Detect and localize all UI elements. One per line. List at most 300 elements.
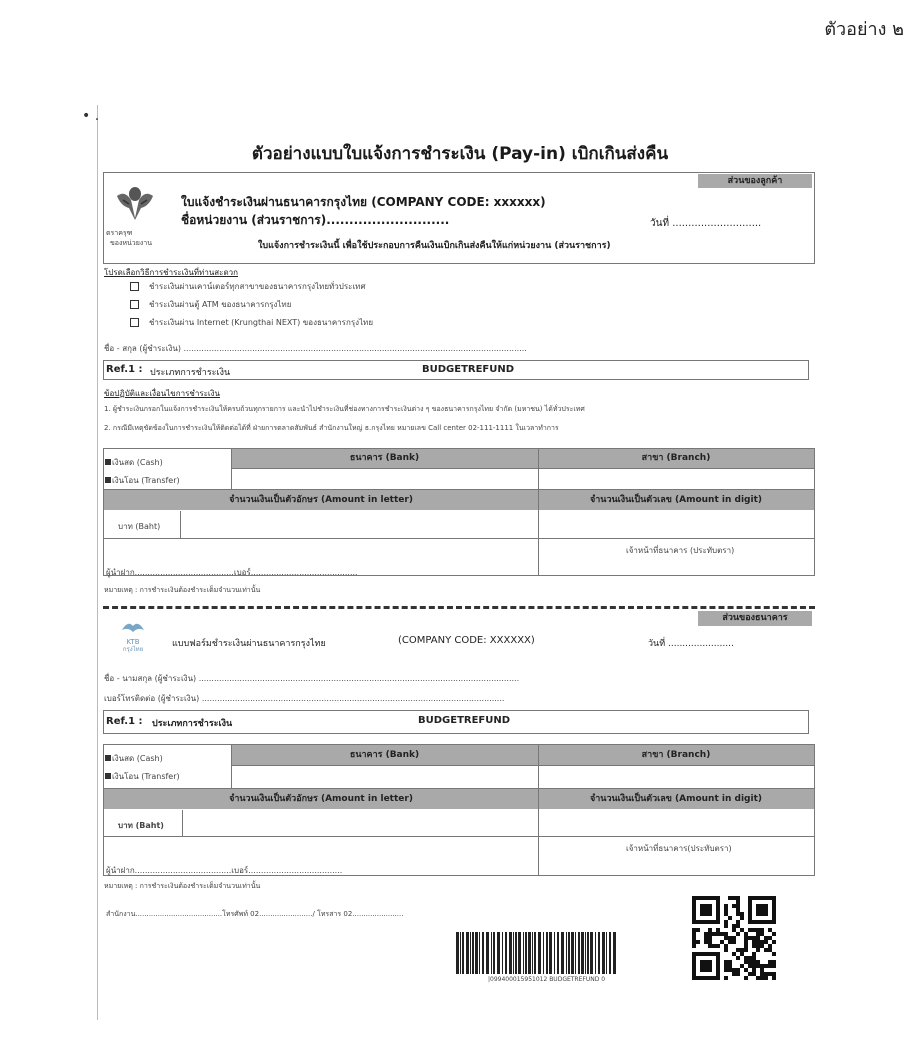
qr-module [772, 920, 776, 924]
qr-code [692, 896, 776, 980]
barcode-bar [598, 932, 600, 974]
channel-option[interactable] [130, 298, 291, 311]
qr-module [752, 952, 756, 956]
customer-branch-header: สาขา (Branch) [538, 449, 814, 468]
divider [104, 538, 814, 539]
qr-module [716, 932, 720, 936]
qr-module [772, 932, 776, 936]
qr-module [692, 920, 696, 924]
qr-module [752, 956, 756, 960]
barcode-bar [581, 932, 584, 974]
qr-module [700, 896, 704, 900]
barcode-bar [613, 932, 616, 974]
barcode-bar [482, 932, 484, 974]
channel-label: ชำระเงินผ่าน Internet (Krungthai NEXT) ของธนาคารกรุงไทย [149, 318, 373, 327]
barcode-bar [578, 932, 580, 974]
barcode-bar [475, 932, 478, 974]
qr-module [716, 964, 720, 968]
barcode-bar [456, 932, 459, 974]
barcode-bar [534, 932, 536, 974]
qr-module [772, 896, 776, 900]
qr-module [756, 904, 760, 908]
qr-module [760, 968, 764, 972]
barcode-bar [523, 932, 524, 974]
qr-module [764, 964, 768, 968]
barcode-bar [497, 932, 500, 974]
qr-module [732, 896, 736, 900]
qr-module [700, 912, 704, 916]
divider [231, 765, 814, 766]
qr-module [716, 896, 720, 900]
qr-module [744, 976, 748, 980]
qr-module [708, 976, 712, 980]
divider [231, 745, 232, 788]
qr-module [712, 920, 716, 924]
qr-module [704, 960, 708, 964]
bank-company-code: (COMPANY CODE: XXXXXX) [398, 635, 535, 646]
qr-module [700, 908, 704, 912]
qr-module [712, 932, 716, 936]
qr-module [692, 904, 696, 908]
qr-module [764, 896, 768, 900]
qr-module [756, 964, 760, 968]
qr-module [708, 920, 712, 924]
customer-amount-letter-header: จำนวนเงินเป็นตัวอักษร (Amount in letter) [104, 490, 538, 510]
qr-module [744, 932, 748, 936]
qr-module [748, 900, 752, 904]
qr-module [708, 928, 712, 932]
qr-module [736, 932, 740, 936]
cash-label: เงินสด (Cash) [112, 458, 163, 467]
barcode-bar [502, 932, 503, 974]
qr-module [724, 912, 728, 916]
barcode-bar [557, 932, 559, 974]
customer-payer-line[interactable]: ชื่อ - สกุล (ผู้ชำระเงิน) ....................................................................................................................................... [104, 344, 527, 353]
channel-label: ชำระเงินผ่านตู้ ATM ของธนาคารกรุงไทย [149, 300, 292, 309]
divider [538, 745, 539, 788]
qr-module [740, 916, 744, 920]
emblem-caption-1: ตราครุฑ [106, 229, 133, 237]
barcode-bar [493, 932, 495, 974]
qr-module [760, 912, 764, 916]
qr-module [744, 944, 748, 948]
qr-module [704, 964, 708, 968]
ktb-logo-text: KTB [126, 638, 140, 646]
barcode [456, 932, 620, 974]
qr-module [748, 896, 752, 900]
qr-module [768, 948, 772, 952]
qr-module [748, 972, 752, 976]
bank-ref-value: BUDGETREFUND [418, 715, 511, 726]
garuda-emblem-icon [113, 180, 157, 224]
qr-module [760, 908, 764, 912]
qr-module [752, 972, 756, 976]
qr-module [732, 924, 736, 928]
qr-module [692, 900, 696, 904]
qr-code-icon [692, 896, 776, 980]
qr-module [736, 904, 740, 908]
qr-module [736, 956, 740, 960]
qr-module [704, 968, 708, 972]
qr-module [756, 976, 760, 980]
qr-module [700, 904, 704, 908]
qr-module [724, 944, 728, 948]
bank-part-tag: ส่วนของธนาคาร [698, 611, 812, 626]
qr-module [724, 968, 728, 972]
qr-module [764, 920, 768, 924]
qr-module [732, 952, 736, 956]
qr-module [760, 896, 764, 900]
qr-module [768, 920, 772, 924]
barcode-bar [509, 932, 512, 974]
barcode-bar [561, 932, 564, 974]
qr-module [756, 948, 760, 952]
qr-module [752, 936, 756, 940]
cash-label: เงินสด (Cash) [112, 754, 163, 763]
qr-module [736, 920, 740, 924]
qr-module [692, 952, 696, 956]
qr-module [764, 976, 768, 980]
qr-module [732, 904, 736, 908]
barcode-bar [575, 932, 576, 974]
qr-module [704, 976, 708, 980]
qr-module [764, 948, 768, 952]
qr-module [692, 916, 696, 920]
qr-module [736, 896, 740, 900]
qr-module [708, 952, 712, 956]
qr-module [756, 928, 760, 932]
qr-module [712, 976, 716, 980]
customer-depositor-line[interactable]: ผู้นำฝาก.......................................เบอร์.......................................... [106, 568, 358, 577]
bank-baht-label: บาท (Baht) [118, 821, 164, 830]
qr-module [748, 956, 752, 960]
barcode-bar [585, 932, 586, 974]
checkbox[interactable] [105, 477, 111, 483]
barcode-bar [505, 932, 507, 974]
qr-module [756, 944, 760, 948]
qr-module [752, 960, 756, 964]
conditions-heading: ข้อปฏิบัติและเงื่อนไขการชำระเงิน [104, 389, 221, 398]
qr-module [744, 948, 748, 952]
qr-module [756, 908, 760, 912]
qr-module [716, 920, 720, 924]
qr-module [704, 936, 708, 940]
barcode-bar [460, 932, 461, 974]
barcode-bar [568, 932, 570, 974]
qr-module [772, 916, 776, 920]
customer-transfer-option[interactable] [105, 474, 180, 487]
qr-module [768, 896, 772, 900]
qr-module [752, 920, 756, 924]
qr-module [716, 944, 720, 948]
qr-module [764, 908, 768, 912]
qr-module [700, 952, 704, 956]
qr-module [760, 944, 764, 948]
qr-module [708, 964, 712, 968]
divider [538, 449, 539, 489]
bank-amount-letter-header: จำนวนเงินเป็นตัวอักษร (Amount in letter) [104, 789, 538, 809]
barcode-bar [546, 932, 548, 974]
qr-module [724, 920, 728, 924]
bank-cash-option[interactable] [105, 752, 163, 765]
qr-module [772, 952, 776, 956]
qr-module [744, 940, 748, 944]
channel-option[interactable] [130, 316, 373, 329]
qr-module [748, 916, 752, 920]
qr-module [708, 960, 712, 964]
bank-office-line: สำนักงาน.......................................โทรศัพท์ 02......................../ โทรสาร 02....................... [106, 910, 404, 918]
barcode-bar [606, 932, 607, 974]
qr-module [764, 904, 768, 908]
divider [104, 836, 814, 837]
qr-module [708, 904, 712, 908]
qr-module [728, 940, 732, 944]
qr-module [736, 912, 740, 916]
bank-phone-line[interactable]: เบอร์โทรติดต่อ (ผู้ชำระเงิน) ....................................................................................................................... [104, 694, 505, 703]
barcode-bar [595, 932, 596, 974]
customer-baht-label: บาท (Baht) [118, 522, 161, 531]
qr-module [704, 920, 708, 924]
qr-module [736, 924, 740, 928]
checkbox[interactable] [105, 773, 111, 779]
qr-module [740, 948, 744, 952]
qr-module [748, 904, 752, 908]
qr-module [732, 928, 736, 932]
qr-module [756, 940, 760, 944]
customer-ref-desc: ประเภทการชำระเงิน [150, 368, 231, 378]
qr-module [732, 940, 736, 944]
channel-option[interactable] [130, 280, 366, 293]
qr-module [716, 960, 720, 964]
qr-module [772, 904, 776, 908]
barcode-bar [609, 932, 611, 974]
condition-item: 1. ผู้ชำระเงินกรอกในแจ้งการชำระเงินให้ครบถ้วนทุกรายการ และนำไปชำระเงินที่ช่องทางการชำระเงินต่าง ๆ ของธนาคารกรุงไทย จำกัด (มหาชน) ได้ทั่วประเทศ [104, 405, 585, 413]
qr-module [728, 936, 732, 940]
qr-module [752, 964, 756, 968]
barcode-bar [543, 932, 544, 974]
qr-module [708, 932, 712, 936]
barcode-bar [590, 932, 593, 974]
qr-module [700, 920, 704, 924]
barcode-bar [549, 932, 552, 974]
qr-module [744, 968, 748, 972]
qr-module [692, 908, 696, 912]
qr-module [732, 936, 736, 940]
qr-module [772, 976, 776, 980]
qr-module [724, 976, 728, 980]
qr-module [716, 900, 720, 904]
barcode-bar [462, 932, 464, 974]
qr-module [720, 940, 724, 944]
qr-module [712, 944, 716, 948]
qr-module [724, 904, 728, 908]
qr-module [724, 908, 728, 912]
barcode-bar [554, 932, 555, 974]
barcode-bar [528, 932, 531, 974]
qr-module [712, 952, 716, 956]
customer-part-tag: ส่วนของลูกค้า [698, 174, 812, 188]
qr-module [704, 940, 708, 944]
qr-module [692, 956, 696, 960]
qr-module [692, 932, 696, 936]
qr-module [760, 972, 764, 976]
qr-module [760, 928, 764, 932]
checkbox[interactable] [130, 318, 139, 327]
customer-bank-header: ธนาคาร (Bank) [231, 449, 538, 468]
qr-module [704, 932, 708, 936]
qr-module [760, 940, 764, 944]
qr-module [696, 952, 700, 956]
qr-module [748, 936, 752, 940]
qr-module [700, 968, 704, 972]
qr-module [768, 936, 772, 940]
qr-module [716, 908, 720, 912]
barcode-bar [486, 932, 489, 974]
bank-remark: หมายเหตุ : การชำระเงินต้องชำระเต็มจำนวนเท่านั้น [104, 882, 261, 890]
customer-date-line: วันที่ ............................ [650, 218, 762, 229]
qr-module [756, 932, 760, 936]
qr-module [716, 904, 720, 908]
checkbox[interactable] [130, 282, 139, 291]
barcode-bar [587, 932, 589, 974]
qr-module [704, 912, 708, 916]
bank-header-line: แบบฟอร์มชำระเงินผ่านธนาคารกรุงไทย [172, 639, 326, 649]
page-label: ตัวอย่าง ๒ [824, 19, 904, 40]
qr-module [724, 936, 728, 940]
transfer-label: เงินโอน (Transfer) [112, 476, 180, 485]
qr-module [736, 908, 740, 912]
qr-module [772, 912, 776, 916]
qr-module [728, 968, 732, 972]
divider [182, 810, 183, 836]
qr-module [712, 896, 716, 900]
barcode-icon [456, 932, 620, 974]
qr-module [692, 928, 696, 932]
qr-module [716, 952, 720, 956]
qr-module [692, 912, 696, 916]
qr-module [760, 904, 764, 908]
qr-module [768, 960, 772, 964]
qr-module [772, 900, 776, 904]
channel-label: ชำระเงินผ่านเคาน์เตอร์ทุกสาขาของธนาคารกรุงไทยทั่วประเทศ [149, 282, 366, 291]
qr-module [700, 976, 704, 980]
qr-module [724, 924, 728, 928]
qr-module [768, 944, 772, 948]
qr-module [708, 896, 712, 900]
qr-module [708, 936, 712, 940]
qr-module [704, 908, 708, 912]
barcode-bar [525, 932, 527, 974]
qr-module [716, 912, 720, 916]
qr-module [692, 960, 696, 964]
checkbox[interactable] [105, 755, 111, 761]
ktb-logo-caption: กรุงไทย [122, 646, 144, 653]
qr-module [740, 928, 744, 932]
qr-module [744, 956, 748, 960]
ktb-logo [118, 618, 148, 658]
barcode-bar [513, 932, 514, 974]
qr-module [756, 936, 760, 940]
checkbox[interactable] [105, 459, 111, 465]
qr-module [752, 968, 756, 972]
condition-item: 2. กรณีมีเหตุขัดข้องในการชำระเงินให้ติดต่อได้ที่ ฝ่ายการตลาดสัมพันธ์ สำนักงานใหญ่ ธ.กรุงไทย หมายเลข Call center 02-111-1111 ในเวลาทำการ [104, 424, 559, 432]
qr-module [768, 928, 772, 932]
divider [231, 449, 232, 489]
divider [538, 789, 539, 875]
qr-module [728, 896, 732, 900]
bank-depositor-line[interactable]: ผู้นำฝาก......................................เบอร์..................................... [106, 866, 343, 875]
qr-module [732, 968, 736, 972]
channels-heading: โปรดเลือกวิธีการชำระเงินที่ท่านสะดวก [104, 268, 239, 277]
qr-module [716, 976, 720, 980]
qr-module [744, 936, 748, 940]
qr-module [696, 940, 700, 944]
qr-module [696, 896, 700, 900]
qr-module [728, 916, 732, 920]
qr-module [736, 900, 740, 904]
qr-module [736, 972, 740, 976]
customer-cash-option[interactable] [105, 456, 163, 469]
transfer-label: เงินโอน (Transfer) [112, 772, 180, 781]
barcode-bar [491, 932, 492, 974]
bank-officer-label: เจ้าหน้าที่ธนาคาร(ประทับตรา) [626, 844, 732, 853]
qr-module [720, 932, 724, 936]
barcode-bar [518, 932, 521, 974]
qr-module [764, 936, 768, 940]
qr-module [748, 964, 752, 968]
qr-module [692, 944, 696, 948]
emblem-caption-2: ของหน่วยงาน [110, 239, 152, 247]
qr-module [752, 896, 756, 900]
qr-module [748, 912, 752, 916]
qr-module [764, 912, 768, 916]
qr-module [724, 948, 728, 952]
qr-module [708, 944, 712, 948]
qr-module [748, 928, 752, 932]
qr-module [692, 936, 696, 940]
qr-module [716, 956, 720, 960]
qr-module [724, 960, 728, 964]
qr-module [756, 896, 760, 900]
barcode-bar [571, 932, 574, 974]
divider [538, 490, 539, 575]
divider [180, 511, 181, 538]
qr-module [740, 964, 744, 968]
qr-module [692, 964, 696, 968]
checkbox[interactable] [130, 300, 139, 309]
barcode-bar [470, 932, 471, 974]
qr-module [724, 932, 728, 936]
qr-module [740, 912, 744, 916]
qr-module [708, 908, 712, 912]
bank-payer-line[interactable]: ชื่อ - นามสกุล (ผู้ชำระเงิน) .............................................................................................................................. [104, 674, 520, 683]
customer-header-line: ใบแจ้งชำระเงินผ่านธนาคารกรุงไทย (COMPANY CODE: xxxxxx) [181, 195, 546, 209]
qr-module [772, 908, 776, 912]
qr-module [748, 908, 752, 912]
qr-module [700, 960, 704, 964]
barcode-bar [538, 932, 541, 974]
customer-amount-digit-header: จำนวนเงินเป็นตัวเลข (Amount in digit) [538, 490, 814, 510]
bank-transfer-option[interactable] [105, 770, 180, 783]
cut-line [103, 606, 815, 609]
qr-module [740, 952, 744, 956]
qr-module [772, 940, 776, 944]
bank-branch-header: สาขา (Branch) [538, 745, 814, 765]
qr-module [752, 928, 756, 932]
customer-ref-value: BUDGETREFUND [422, 364, 515, 375]
garuda-emblem [113, 180, 157, 224]
qr-module [696, 976, 700, 980]
